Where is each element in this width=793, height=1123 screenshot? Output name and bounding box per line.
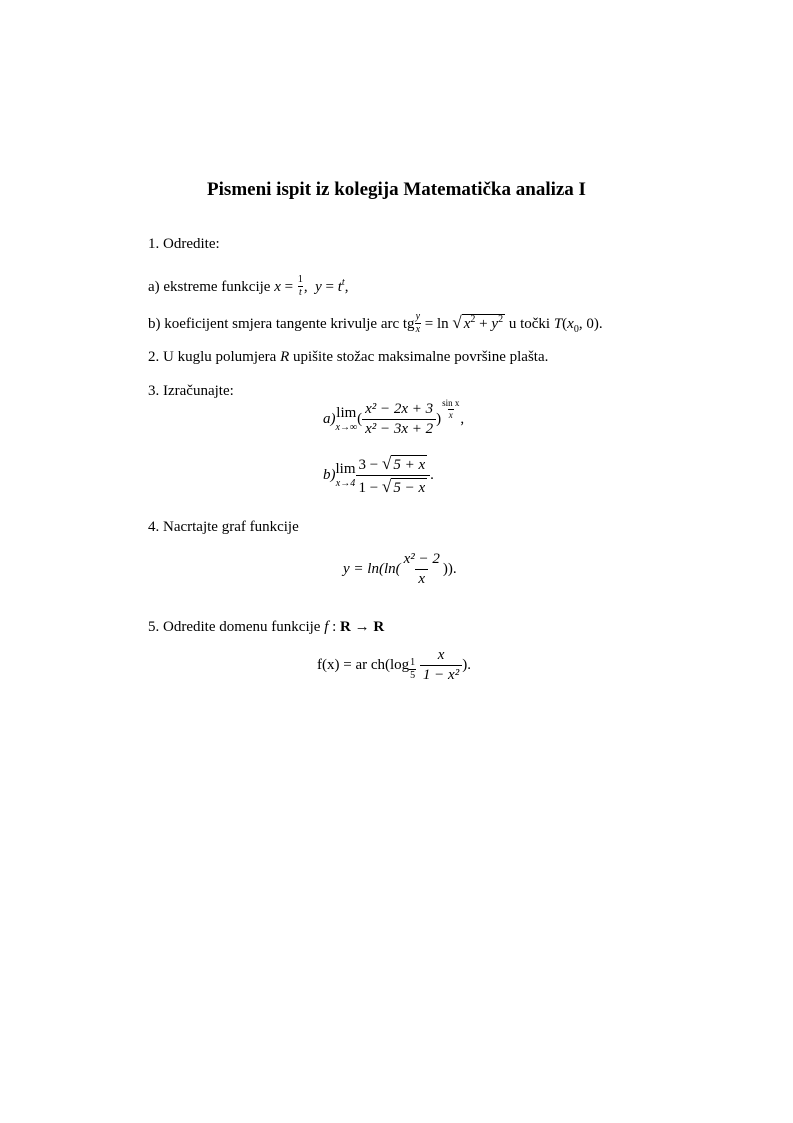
problem-1-heading: 1. Odredite:	[148, 236, 220, 252]
problem-5-text: 5. Odredite domenu funkcije	[148, 619, 321, 635]
log-base-fraction: $\frac{1}{5}$	[410, 657, 416, 681]
problem-3-heading: 3. Izračunajte:	[148, 383, 234, 399]
limit-operator-b: lim x→4	[335, 461, 356, 489]
limit-a: a) lim x→∞ ( $\frac{\text{x² − 2x + 3}}{\text{x² − 3x + 2}}$ ) $\frac{\text{sin x}}{x}$ ,	[323, 398, 465, 437]
domain-function: f(x) = ar ch(log $\frac{1}{5}$ $\frac{x}{\text{1 − x²}}$ ).	[317, 647, 471, 683]
domain-fraction: $\frac{x}{\text{1 − x²}}$	[420, 648, 462, 683]
problem-4-heading: 4. Nacrtajte graf funkcije	[148, 519, 299, 535]
page-title: Pismeni ispit iz kolegija Matematička analiza I	[207, 179, 586, 200]
problem-1b-text: b) koeficijent smjera tangente krivulje arc tg	[148, 315, 415, 332]
limit-a-fraction: $\frac{\text{x² − 2x + 3}}{\text{x² − 3x + 2}}$	[362, 402, 436, 437]
fraction-1-over-t: $\frac{1}{t}$	[297, 274, 303, 298]
fraction-y-over-x: $\frac{y}{x}$	[415, 311, 421, 335]
limit-a-exponent: $\frac{\text{sin x}}{x}$	[442, 398, 460, 420]
limit-b: b) lim x→4 $\frac{3 - √ 5 + x}{1 - √ 5 - x}$ .	[323, 454, 434, 496]
problem-5: 5. Odredite domenu funkcije f : R → R	[148, 619, 385, 635]
problem-1a-text: a) ekstreme funkcije	[148, 278, 271, 295]
graph-fraction: $\frac{\text{x² − 2}}{x}$	[403, 551, 440, 587]
problem-2-text-b: upišite stožac maksimalne površine plašta.	[293, 349, 549, 365]
problem-1b-point-text: u točki	[508, 315, 551, 332]
problem-1a: a) ekstreme funkcije x = $\frac{1}{t}$ , $y = t^t$,	[148, 274, 349, 298]
limit-b-label: b)	[323, 466, 336, 483]
limit-a-label: a)	[323, 410, 336, 427]
problem-2: 2. U kuglu polumjera R upišite stožac maksimalne površine plašta.	[148, 349, 549, 365]
graph-function: y = ln(ln( $\frac{\text{x² − 2}}{x}$ )).	[343, 551, 457, 587]
problem-2-text-a: 2. U kuglu polumjera	[148, 349, 277, 365]
limit-operator-a: lim x→∞	[335, 405, 358, 433]
limit-b-fraction: $\frac{3 - √ 5 + x}{1 - √ 5 - x}$	[356, 455, 431, 496]
problem-1b: b) koeficijent smjera tangente krivulje arc tg $\frac{y}{x}$ = ln √ $x^2 + y^2$ u točki $T(x_0$, 0).	[148, 311, 603, 335]
